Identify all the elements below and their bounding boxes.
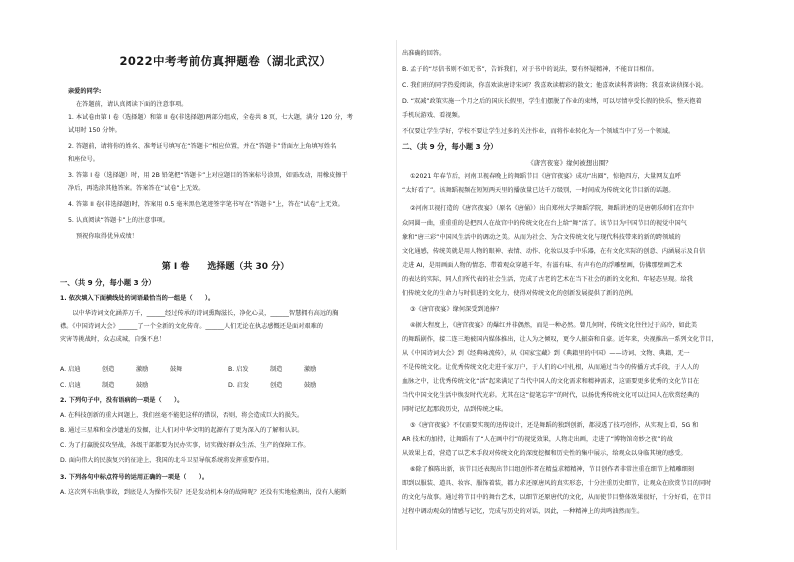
right-column bbox=[402, 0, 737, 562]
option-d-cont: 手机玩游戏、看视频。 bbox=[402, 112, 464, 119]
option-c: C. 我们班的同学热爱阅读，你喜欢读唐诗宋词？我喜欢读精彩的散文；他喜欢读科普读物；我喜欢读侦探小说。 bbox=[402, 82, 708, 89]
section-juan1-title: 第 I 卷 选择题（共 30 分） bbox=[161, 262, 290, 272]
question-stem: 1. 依次填入下面横线处的词语最恰当的一组是（ ）。 bbox=[60, 295, 215, 302]
article-para: 血脉之中，让优秀传统文化“活”起来满足了当代中国人的文化需求和精神需求，这需要更多优秀的文化节目在 bbox=[402, 378, 700, 385]
option-word: 鼓励 bbox=[136, 382, 149, 389]
option-b: B. 孟子的“尽信书则不如无书”，告诉我们，对于书中的说法，要有怀疑精神，不能盲目相信。 bbox=[402, 66, 658, 73]
option-word: 激励 bbox=[304, 366, 317, 373]
option-d-cont: 不仅要让学生学好，学校不要让学生过多的关注作业，而将作业转化为一个领域当中了另一个领域。 bbox=[402, 128, 675, 135]
option-c: C. 启迪 bbox=[60, 382, 81, 389]
option-word: 激励 bbox=[136, 366, 149, 373]
article-title: 《唐宫夜宴》缘何被想出圈？ bbox=[527, 159, 612, 167]
article-para: “太好看了”。该舞蹈视频在短短两天里的播放量已达千万级别，一时间成为传统文化节目新的话题。 bbox=[402, 187, 675, 194]
option-a: A. 启迪 bbox=[60, 366, 81, 373]
question-text: 襟。《中国诗词大会》______了一个全新的文化传奇。______人们无论在执志感慨还是面对艰难的 bbox=[60, 323, 323, 330]
notice-line: 3. 答第 I 卷（选择题）时，用 2B 铅笔把“答题卡”上对应题目的答案标号涂黑，如需改动，用橡皮擦干 bbox=[68, 172, 348, 179]
article-para: 同时记忆起那段历史，品到传统之味。 bbox=[402, 406, 508, 413]
option-d: D. 启发 bbox=[228, 382, 250, 389]
question-text: 灾害等挑战时，众志成城，自强不息！ bbox=[60, 336, 166, 343]
column-divider bbox=[396, 40, 397, 550]
question-stem: 3. 下列各句中标点符号的运用正确的一项是（ ）。 bbox=[60, 474, 209, 481]
article-para: ①2021 年春节后，河南卫视春晚上的舞蹈节目《唐宫夜宴》成功“出圈”，惊艳四方，大量网友直呼 bbox=[410, 173, 681, 180]
article-para: 走进 AI，是用画面人物的情态、带着观众穿越千年，有滋有味、有声有色的浮雕壁画，仿佛那壁画艺术 bbox=[402, 262, 683, 269]
article-para: 文化通感，传统美就是用人物的眼神、表情、动作、化妆以及手中乐器，在有文化实际的创意、内涵展示及自信 bbox=[402, 248, 706, 255]
option-a: A. 在科技创新的重大问题上，我们丝毫不能犯这样的错误，否则，将会造成巨大的损失。 bbox=[60, 412, 304, 419]
notice-line: 和座位号。 bbox=[68, 156, 99, 163]
option-word: 鼓舞 bbox=[170, 366, 183, 373]
article-para: ⑥除了推陈出新，该节目还表现出节目组创作者在精益求精精神，节目创作者非常注重在细节上精雕细刻 bbox=[410, 466, 694, 473]
notice-heading: 亲爱的同学: bbox=[68, 88, 102, 95]
exam-title: 2022中考考前仿真押题卷（湖北武汉） bbox=[119, 54, 332, 68]
article-para: ⑤《唐宫夜宴》不仅需要实现的迅传设计，还是舞蹈的独到创新，都浸透了技巧创作，从实现上看，5G 和 bbox=[410, 422, 699, 429]
article-para: AR 技术的加持，让舞蹈有了“人在画中行”的视觉效果，人物走出画，走进了“博物馆奇妙之夜”的故 bbox=[402, 436, 673, 443]
section-heading: 一、（共 9 分，每小题 3 分） bbox=[60, 278, 156, 287]
notice-line: 净后，再选涂其他答案。答案答在“试卷”上无效。 bbox=[68, 185, 205, 192]
article-para: 从效果上看，营造了以艺术手段对传统文化的深度挖掘和历史性的集中展示，给观众以身临其境的感受。 bbox=[402, 450, 687, 457]
option-word: 制造 bbox=[102, 382, 115, 389]
article-para: ④据大程度上，《唐宫夜宴》的爆红并非偶然，而是一种必然。曾几何时，传统文化往往过于高冷，如此美 bbox=[410, 322, 698, 329]
article-para: ②河南卫视打造的《唐宫夜宴》（原名《唐俑》）出自郑州大学舞蹈学院，舞蹈讲述的是唐朝乐师们在宫中 bbox=[410, 205, 694, 212]
option-d: D. “双减”政策实施一个月之后的国庆长假里，学生们摆脱了作业的束缚，可以尽情享受长假的快乐，整天抱着 bbox=[402, 98, 702, 105]
notice-line: 试用时 150 分钟。 bbox=[68, 127, 121, 134]
notice-line: 在答题前，请认真阅读下面的注意事项。 bbox=[76, 101, 188, 108]
question-stem: 2. 下列句子中，没有语病的一项是（ ）。 bbox=[60, 397, 184, 404]
article-para: 众同圆一曲，重重重的是把四人在故宫中的传统文化在台上给“舞”活了。该节目为中国节目的视觉中国气 bbox=[402, 220, 687, 227]
question-text: 以中华诗词文化涵养万千，______经过传承的诗词熏陶滋长，净化心灵，______智慧拥有高远的胸 bbox=[60, 310, 339, 317]
article-para: 的表达的实际，同人们所代表的社会生活，完成了古老的艺术在当下社会的新的文化和、年轻态呈现。给我 bbox=[402, 276, 693, 283]
continued-text: 出准确的回答。 bbox=[402, 50, 446, 57]
notice-line: 4. 答第 II 卷(非选择题)时，答案用 0.5 毫米黑色笔迹签字笔书写在“答题卡”上，答在“试卷”上无效。 bbox=[68, 201, 344, 208]
article-para: 当代中国文化生活中焕发时代光彩。尤其在这“提笔忘字”的时代，以扬优秀传统文化可以让国人在欣赏经典的 bbox=[402, 392, 700, 399]
option-d: D. 面向伟大的民族复兴的征途上，我国的北斗卫星导航系统将发挥重要作用。 bbox=[60, 457, 273, 464]
article-para: 的舞蹈剧作，接二连三地被国内媒体推出，让人为之倾叹，更令人振奋和自豪。近年来，央视推出一系列文化节目， bbox=[402, 336, 718, 343]
option-b: B. 通过三星堆和金沙遗址的发掘，让人们对中华文明的起源有了更为深入的了解和认识。 bbox=[60, 427, 304, 434]
article-para: 象和“唐三彩”中国风生活中的调动之美。从而为社会、为合文传统文化与现代科技带来的新的跨领域的 bbox=[402, 234, 681, 241]
option-c: C. 为了打赢脱贫攻坚战，各级干部都要为民办实事，切实做好群众生活、生产的保障工作。 bbox=[60, 442, 310, 449]
option-word: 创造 bbox=[102, 366, 115, 373]
article-para: 从《中国诗词大会》到《经典咏流传》，从《国家宝藏》到《典籍里的中国》——诗词、文物、典籍，无一 bbox=[402, 350, 690, 357]
notice-line: 2. 答题前，请将你的姓名、准考证号填写在“答题卡”相应位置，并在“答题卡”背面左上角填写姓名 bbox=[68, 143, 337, 150]
section-heading: 二、（共 9 分，每小题 3 分） bbox=[402, 142, 498, 151]
notice-line: 5. 认真阅读“答题卡”上的注意事项。 bbox=[68, 217, 169, 224]
article-para: 不是传统文化。让优秀传统文化走进千家万户，于人们的心中扎根，从而通过当今的传播方式手段，于人人的 bbox=[402, 364, 699, 371]
notice-line: 1. 本试卷由第 I 卷（选择题）和第 II 卷(非选择题)两部分组成，全卷共 8 页，七大题，满分 120 分，考 bbox=[68, 114, 353, 121]
article-para: 过程中调动观众的情感与记忆，完成与历史的对话，因此，一种精神上的共鸣油然而生。 bbox=[402, 508, 644, 515]
option-a: A. 这次列车出轨事故，到底是人为操作失误？还是发动机本身的故障呢？还没有实地检测出，没有人能断 bbox=[60, 489, 347, 496]
article-para: 们传统文化的生命力与时俱进的文化力，使得对传统文化的创新发展提供了新的范例。 bbox=[402, 290, 638, 297]
option-b: B. 启发 bbox=[228, 366, 249, 373]
article-para: 即到以服装、道具、妆容、服饰着装，都力求还原唐风的真实形态，十分注重历史细节，让观众在欣赏节目的同时 bbox=[402, 480, 712, 487]
article-para: 的文化与故事。通过将节目中的舞台艺术，以细节还原唐代的文化，从而使节目整体效果很好，十分好看，在节目 bbox=[402, 494, 712, 501]
option-word: 制造 bbox=[270, 366, 283, 373]
left-column bbox=[58, 0, 393, 562]
article-para: ③《唐宫夜宴》缘何深受到追捧？ bbox=[410, 306, 503, 313]
notice-line: 预祝你取得优异成绩！ bbox=[76, 233, 138, 240]
option-word: 创造 bbox=[270, 382, 283, 389]
option-word: 鼓励 bbox=[304, 382, 317, 389]
